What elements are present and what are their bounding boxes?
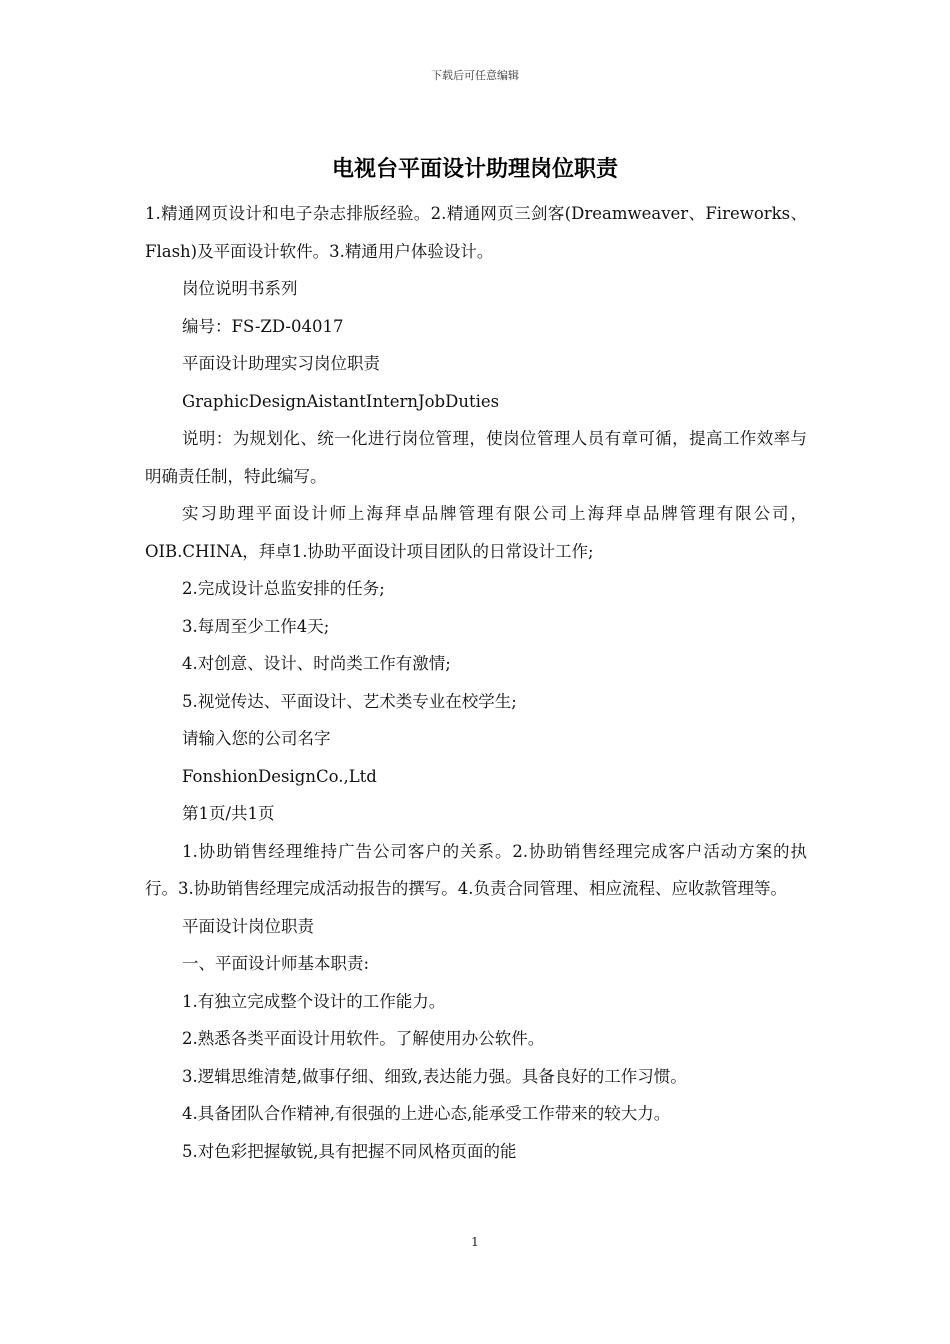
paragraph-page-marker: 第1页/共1页 (182, 804, 275, 823)
paragraph-basic-duty-1: 1.有独立完成整个设计的工作能力。 (182, 991, 446, 1011)
paragraph-doc-number: 编号：FS-ZD-04017 (182, 316, 344, 336)
paragraph-intro-skills: 1.精通网页设计和电子杂志排版经验。2.精通网页三剑客(Dreamweaver、Fireworks、Flash)及平面设计软件。3.精通用户体验设计。 (145, 204, 807, 261)
paragraph-basic-duty-2: 2.熟悉各类平面设计用软件。了解使用办公软件。 (182, 1029, 545, 1048)
header-note: 下载后可任意编辑 (431, 69, 519, 82)
paragraph-sales-duties: 1.协助销售经理维持广告公司客户的关系。2.协助销售经理完成客户活动方案的执行。3.协助销售经理完成活动报告的撰写。4.负责合同管理、相应流程、应收款管理等。 (145, 841, 807, 898)
paragraph-intern-title: 平面设计助理实习岗位职责 (182, 354, 380, 373)
paragraph-basic-duty-5: 5.对色彩把握敏锐,具有把握不同风格页面的能 (182, 1141, 517, 1161)
paragraph-company-name: FonshionDesignCo.,Ltd (182, 766, 377, 786)
paragraph-duty-3: 3.每周至少工作4天; (182, 616, 330, 636)
paragraph-english-title: GraphicDesignAistantInternJobDuties (182, 391, 500, 411)
paragraph-basic-duty-3: 3.逻辑思维清楚,做事仔细、细致,表达能力强。具备良好的工作习惯。 (182, 1066, 687, 1086)
paragraph-company-intro: 实习助理平面设计师上海拜卓品牌管理有限公司上海拜卓品牌管理有限公司，OIB.CHINA，拜卓1.协助平面设计项目团队的日常设计工作; (145, 504, 807, 561)
paragraph-basic-duties-heading: 一、平面设计师基本职责: (182, 954, 370, 973)
paragraph-series: 岗位说明书系列 (182, 279, 298, 298)
paragraph-section-title: 平面设计岗位职责 (182, 916, 314, 936)
document-body (145, 195, 807, 1170)
paragraph-company-placeholder: 请输入您的公司名字 (182, 729, 331, 748)
paragraph-duty-5: 5.视觉传达、平面设计、艺术类专业在校学生; (182, 691, 517, 711)
page-number: 1 (471, 1235, 479, 1249)
paragraph-duty-2: 2.完成设计总监安排的任务; (182, 579, 385, 598)
paragraph-basic-duty-4: 4.具备团队合作精神,有很强的上进心态,能承受工作带来的较大力。 (182, 1104, 671, 1123)
document-title: 电视台平面设计助理岗位职责 (331, 157, 618, 182)
paragraph-description: 说明：为规划化、统一化进行岗位管理，使岗位管理人员有章可循，提高工作效率与明确责任制，特此编写。 (145, 429, 807, 486)
paragraph-duty-4: 4.对创意、设计、时尚类工作有激情; (182, 654, 451, 673)
